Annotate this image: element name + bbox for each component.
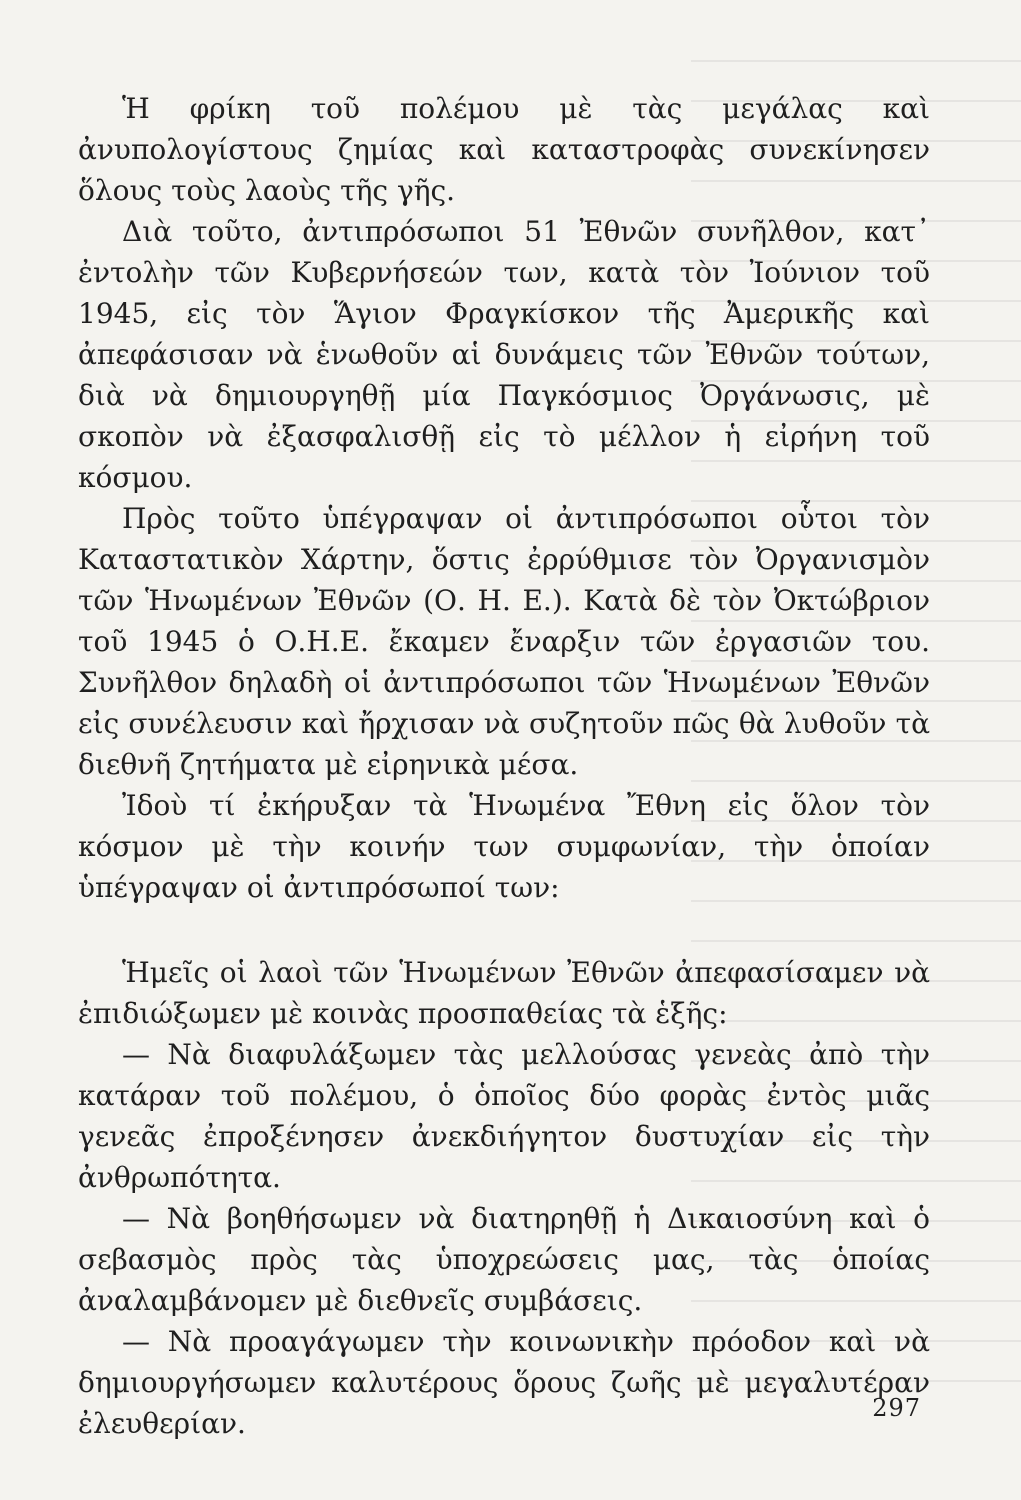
list-item-justice: — Νὰ βοηθήσωμεν νὰ διατηρηθῇ ἡ Δικαιοσύνη καὶ ὁ σεβασμὸς πρὸς τὰς ὑποχρεώσεις μας, τὰς ὁποίας ἀναλαμβάνομεν μὲ διεθνεῖς συμβάσεις. [78, 1202, 930, 1317]
paragraph-intro: Ἡ φρίκη τοῦ πολέμου μὲ τὰς μεγάλας καὶ ἀνυπολογίστους ζημίας καὶ καταστροφὰς συνεκίνησεν ὅλους τοὺς λαοὺς τῆς γῆς. [78, 92, 930, 207]
paragraph-san-francisco: Διὰ τοῦτο, ἀντιπρόσωποι 51 Ἐθνῶν συνῆλθον, κατ᾽ ἐντολὴν τῶν Κυβερνήσεών των, κατὰ τὸν Ἰούνιον τοῦ 1945, εἰς τὸν Ἅγιον Φραγκίσκον τῆς Ἀμερικῆς καὶ ἀπεφάσισαν νὰ ἑνωθοῦν αἱ δυνάμεις τῶν Ἐθνῶν τούτων, διὰ νὰ δημιουργηθῇ μία Παγκόσμιος Ὀργάνωσις, μὲ σκοπὸν νὰ ἐξασφαλισθῇ εἰς τὸ μέλλον ἡ εἰρήνη τοῦ κόσμου. [78, 215, 930, 494]
paragraph-declaration-intro: Ἰδοὺ τί ἐκήρυξαν τὰ Ἡνωμένα Ἔθνη εἰς ὅλον τὸν κόσμον μὲ τὴν κοινήν των συμφωνίαν, τὴν ὁποίαν ὑπέγραψαν οἱ ἀντιπρόσωποί των: [78, 789, 930, 904]
section-gap [78, 908, 930, 952]
page-number: 297 [872, 1394, 921, 1422]
list-item-save-generations: — Νὰ διαφυλάξωμεν τὰς μελλούσας γενεὰς ἀπὸ τὴν κατάραν τοῦ πολέμου, ὁ ὁποῖος δύο φορὰς ἐντὸς μιᾶς γενεᾶς ἐπροξένησεν ἀνεκδιήγητον δυστυχίαν εἰς τὴν ἀνθρωπότητα. [78, 1038, 930, 1194]
page-body [78, 88, 930, 1444]
list-item-social-progress: — Νὰ προαγάγωμεν τὴν κοινωνικὴν πρόοδον καὶ νὰ δημιουργήσωμεν καλυτέρους ὅρους ζωῆς μὲ μεγαλυτέραν ἐλευθερίαν. [78, 1325, 930, 1440]
paragraph-charter: Πρὸς τοῦτο ὑπέγραψαν οἱ ἀντιπρόσωποι οὗτοι τὸν Καταστατικὸν Χάρτην, ὅστις ἐρρύθμισε τὸν Ὀργανισμὸν τῶν Ἡνωμένων Ἐθνῶν (Ο. Η. Ε.). Κατὰ δὲ τὸν Ὀκτώβριον τοῦ 1945 ὁ Ο.Η.Ε. ἔκαμεν ἔναρξιν τῶν ἐργασιῶν του. Συνῆλθον δηλαδὴ οἱ ἀντιπρόσωποι τῶν Ἡνωμένων Ἐθνῶν εἰς συνέλευσιν καὶ ἤρχισαν νὰ συζητοῦν πῶς θὰ λυθοῦν τὰ διεθνῆ ζητήματα μὲ εἰρηνικὰ μέσα. [78, 502, 930, 781]
paragraph-we-the-peoples: Ἡμεῖς οἱ λαοὶ τῶν Ἡνωμένων Ἐθνῶν ἀπεφασίσαμεν νὰ ἐπιδιώξωμεν μὲ κοινὰς προσπαθείας τὰ ἑξῆς: [78, 956, 930, 1030]
